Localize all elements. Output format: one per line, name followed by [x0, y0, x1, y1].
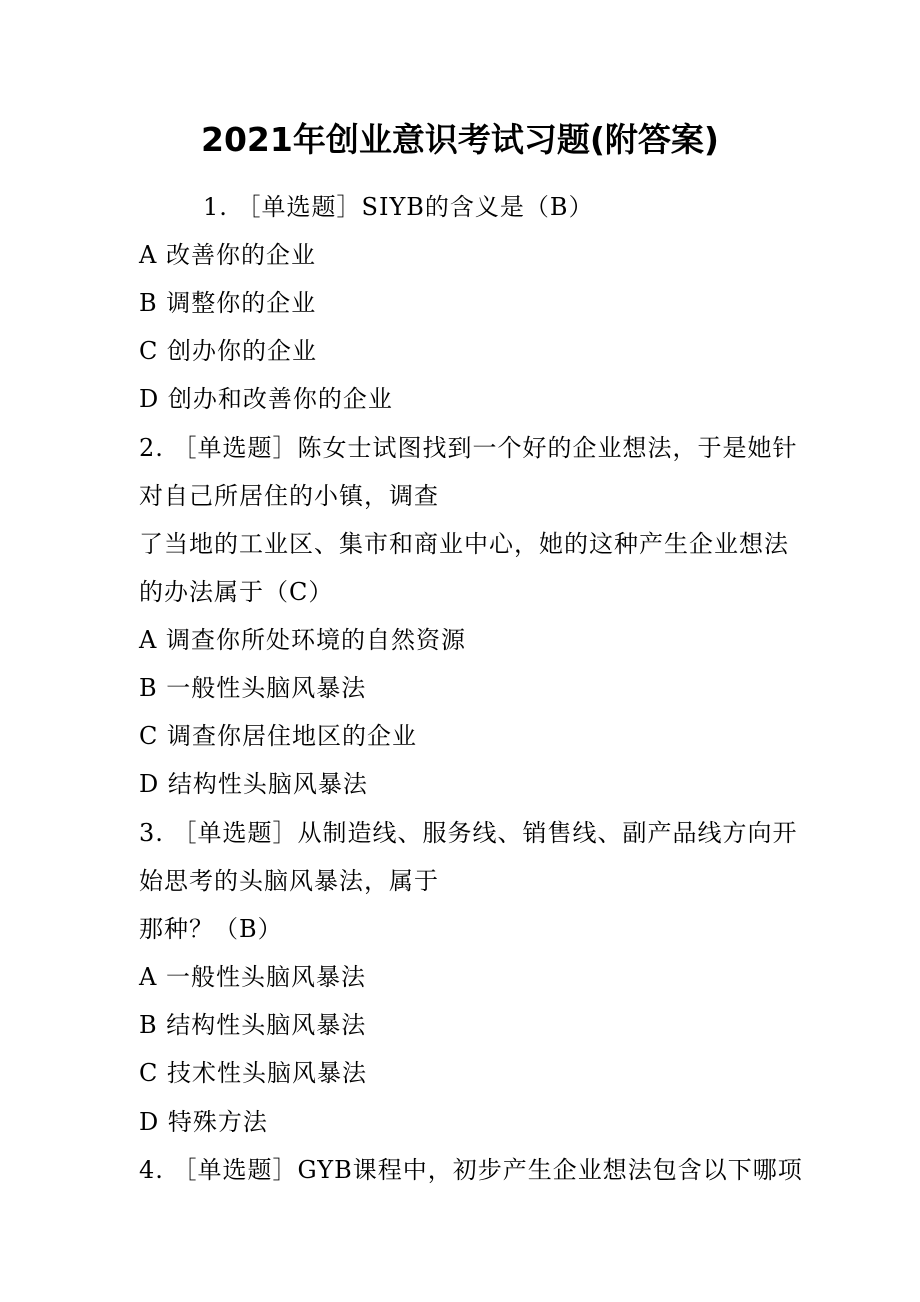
question-2-stem-line-1: 2. ［单选题］陈女士试图找到一个好的企业想法，于是她针	[139, 434, 798, 462]
question-2-option-a: A 调查你所处环境的自然资源	[139, 626, 466, 654]
question-3-stem-line-2: 始思考的头脑风暴法，属于	[139, 867, 439, 895]
document-title: 2021年创业意识考试习题(附答案)	[200, 120, 719, 159]
question-1-stem: 1. ［单选题］SIYB的含义是（B）	[203, 193, 594, 221]
question-4-stem-line-1: 4. ［单选题］GYB课程中，初步产生企业想法包含以下哪项	[139, 1156, 803, 1184]
question-3-option-d: D 特殊方法	[139, 1108, 268, 1136]
question-1-option-d: D 创办和改善你的企业	[139, 385, 393, 413]
question-2-option-d: D 结构性头脑风暴法	[139, 770, 368, 798]
question-2-option-b: B 一般性头脑风暴法	[139, 674, 367, 702]
question-2-stem-line-2: 对自己所居住的小镇，调查	[139, 482, 439, 510]
question-2-option-c: C 调查你居住地区的企业	[139, 722, 417, 750]
question-3-option-a: A 一般性头脑风暴法	[139, 963, 366, 991]
question-2-stem-line-3: 了当地的工业区、集市和商业中心，她的这种产生企业想法	[139, 530, 789, 558]
question-3-stem-line-1: 3. ［单选题］从制造线、服务线、销售线、副产品线方向开	[139, 819, 798, 847]
question-1-option-b: B 调整你的企业	[139, 289, 317, 317]
question-1-option-a: A 改善你的企业	[139, 241, 316, 269]
question-2-stem-line-4: 的办法属于（C）	[139, 578, 334, 606]
question-1-option-c: C 创办你的企业	[139, 337, 317, 365]
question-3-option-b: B 结构性头脑风暴法	[139, 1011, 367, 1039]
question-3-option-c: C 技术性头脑风暴法	[139, 1059, 367, 1087]
question-3-stem-line-3: 那种？（B）	[139, 915, 283, 943]
